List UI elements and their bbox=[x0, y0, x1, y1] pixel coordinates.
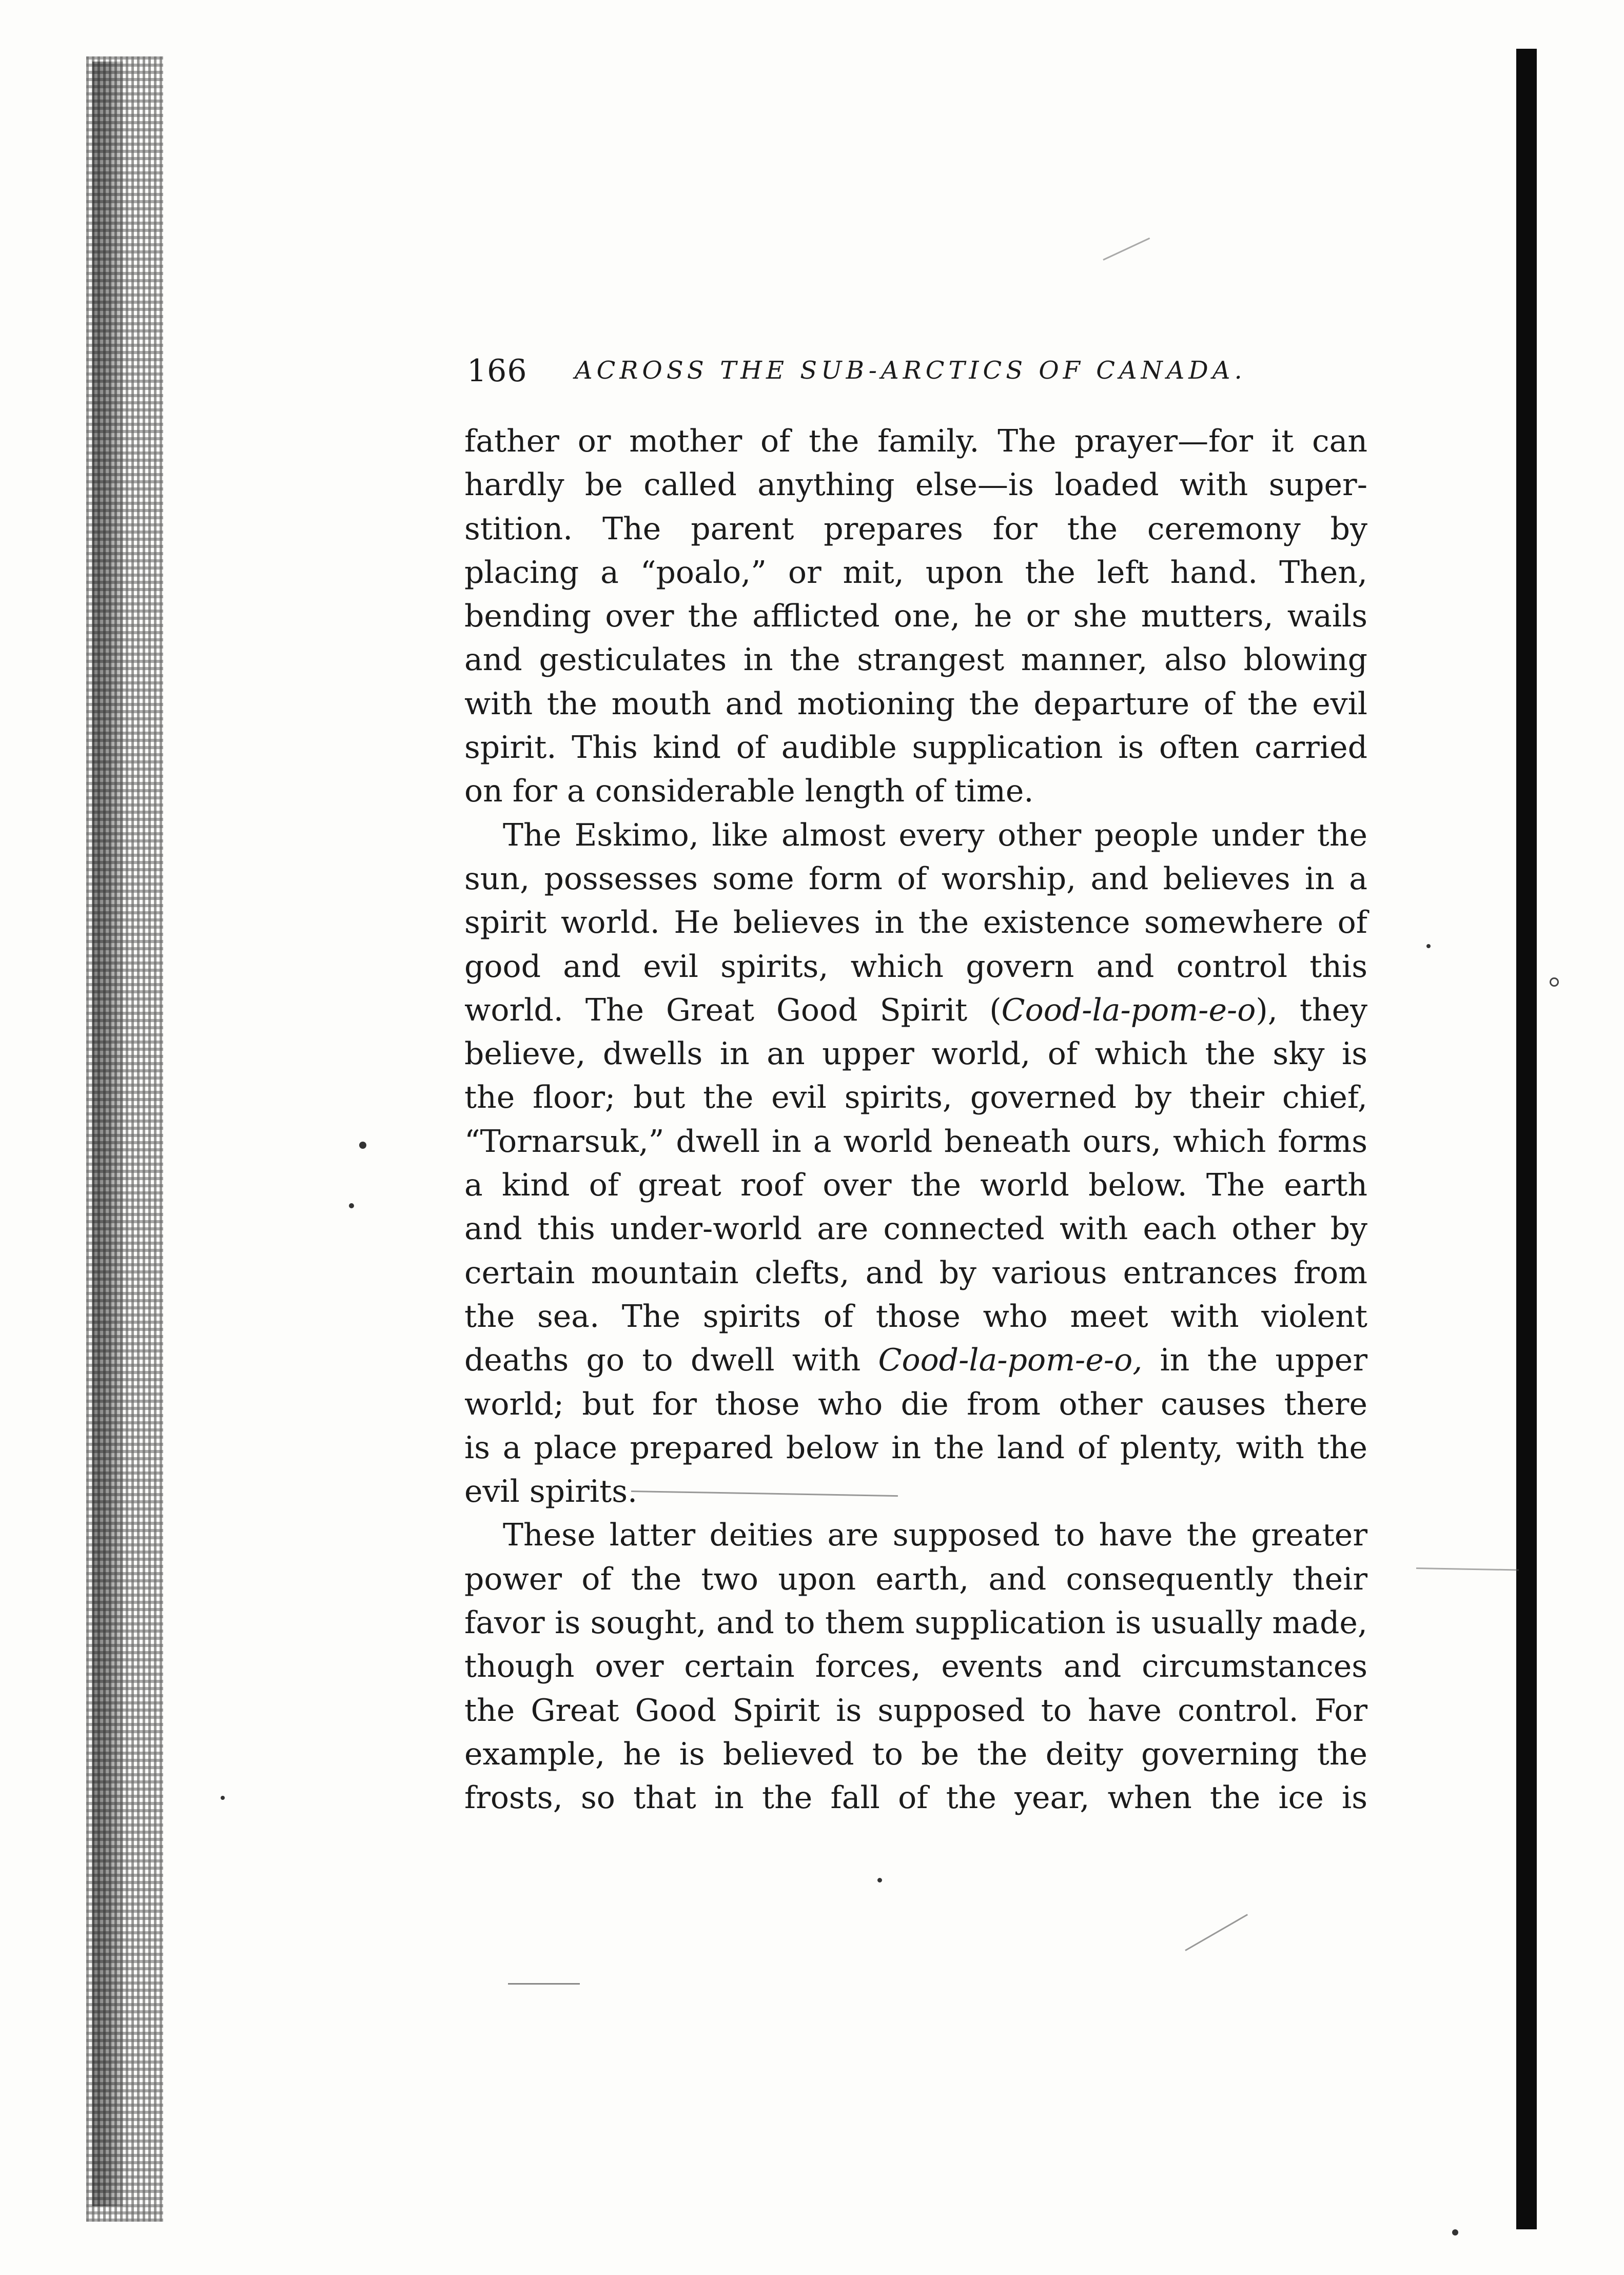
text-segment: world. The Great Good Spirit ( bbox=[464, 992, 1002, 1028]
paragraph-1 bbox=[464, 420, 1367, 814]
page-number: 166 bbox=[467, 353, 527, 389]
scan-right-edge-bar bbox=[1516, 49, 1537, 2229]
text-line: stition. The parent prepares for the ceremony by bbox=[464, 511, 1367, 547]
running-header bbox=[467, 353, 1367, 394]
text-line: believe, dwells in an upper world, of which the sky is bbox=[464, 1036, 1367, 1072]
text-line: certain mountain clefts, and by various entrances from bbox=[464, 1254, 1367, 1291]
text-segment: deaths go to dwell with bbox=[464, 1342, 878, 1379]
paragraph-3 bbox=[464, 1514, 1367, 1820]
text-line-with-italic bbox=[464, 1339, 1367, 1382]
italic-term: Cood-la-pom-e-o bbox=[1001, 992, 1256, 1028]
text-line: with the mouth and motioning the departure of the evil bbox=[464, 685, 1367, 722]
text-line: and this under-world are connected with each other by bbox=[464, 1211, 1367, 1247]
text-line: example, he is believed to be the deity governing the bbox=[464, 1736, 1367, 1772]
dust-speck bbox=[221, 1796, 225, 1800]
text-segment: in the upper bbox=[1142, 1342, 1367, 1379]
dust-speck bbox=[877, 1878, 882, 1882]
text-line-with-italic bbox=[464, 989, 1367, 1032]
text-line: placing a “poalo,” or mit, upon the left hand. Then, bbox=[464, 554, 1367, 591]
text-line: bending over the afflicted one, he or she mutters, wails bbox=[464, 598, 1367, 635]
text-line: spirit. This kind of audible supplication is often carried bbox=[464, 730, 1367, 766]
text-line: These latter deities are supposed to have the greater bbox=[503, 1517, 1367, 1554]
text-line: hardly be called anything else—is loaded with super- bbox=[464, 467, 1367, 503]
text-line: favor is sought, and to them supplication is usually made, bbox=[464, 1605, 1367, 1641]
text-line: though over certain forces, events and circumstances bbox=[464, 1649, 1367, 1685]
text-segment: ), they bbox=[1256, 992, 1367, 1028]
stray-pen-mark bbox=[1103, 238, 1150, 261]
dust-speck bbox=[349, 1203, 354, 1208]
text-line: the floor; but the evil spirits, governed by their chief, bbox=[464, 1080, 1367, 1116]
paragraph-2 bbox=[464, 814, 1367, 1514]
text-line: evil spirits. bbox=[464, 1474, 638, 1510]
dust-speck bbox=[1452, 2229, 1458, 2235]
text-line: father or mother of the family. The prayer—for it can bbox=[464, 423, 1367, 459]
text-line: The Eskimo, like almost every other people under the bbox=[503, 817, 1367, 853]
scan-left-edge-texture bbox=[86, 56, 163, 2222]
stray-pen-mark bbox=[1416, 1567, 1519, 1571]
text-line: the Great Good Spirit is supposed to have control. For bbox=[464, 1692, 1367, 1729]
stray-pen-mark bbox=[508, 1983, 580, 1985]
text-line: sun, possesses some form of worship, and believes in a bbox=[464, 860, 1367, 897]
running-title: ACROSS THE SUB-ARCTICS OF CANADA. bbox=[575, 356, 1246, 385]
text-line: world; but for those who die from other causes there bbox=[464, 1386, 1367, 1422]
text-line: power of the two upon earth, and consequently their bbox=[464, 1561, 1367, 1597]
text-line: spirit world. He believes in the existence somewhere of bbox=[464, 905, 1367, 941]
stray-pen-mark bbox=[1185, 1914, 1248, 1951]
text-line: and gesticulates in the strangest manner, also blowing bbox=[464, 642, 1367, 678]
dust-speck bbox=[1426, 944, 1431, 948]
text-line: a kind of great roof over the world below. The earth bbox=[464, 1167, 1367, 1204]
italic-term: Cood-la-pom-e-o, bbox=[878, 1342, 1143, 1379]
dust-speck bbox=[359, 1142, 366, 1149]
text-line: the sea. The spirits of those who meet with violent bbox=[464, 1298, 1367, 1335]
text-line: is a place prepared below in the land of plenty, with the bbox=[464, 1429, 1367, 1466]
page-body bbox=[464, 420, 1367, 1820]
text-line: frosts, so that in the fall of the year, when the ice is bbox=[464, 1780, 1367, 1816]
dust-speck bbox=[1550, 977, 1559, 987]
text-line: “Tornarsuk,” dwell in a world beneath ours, which forms bbox=[464, 1123, 1367, 1160]
text-line: on for a considerable length of time. bbox=[464, 773, 1034, 810]
text-line: good and evil spirits, which govern and control this bbox=[464, 948, 1367, 985]
